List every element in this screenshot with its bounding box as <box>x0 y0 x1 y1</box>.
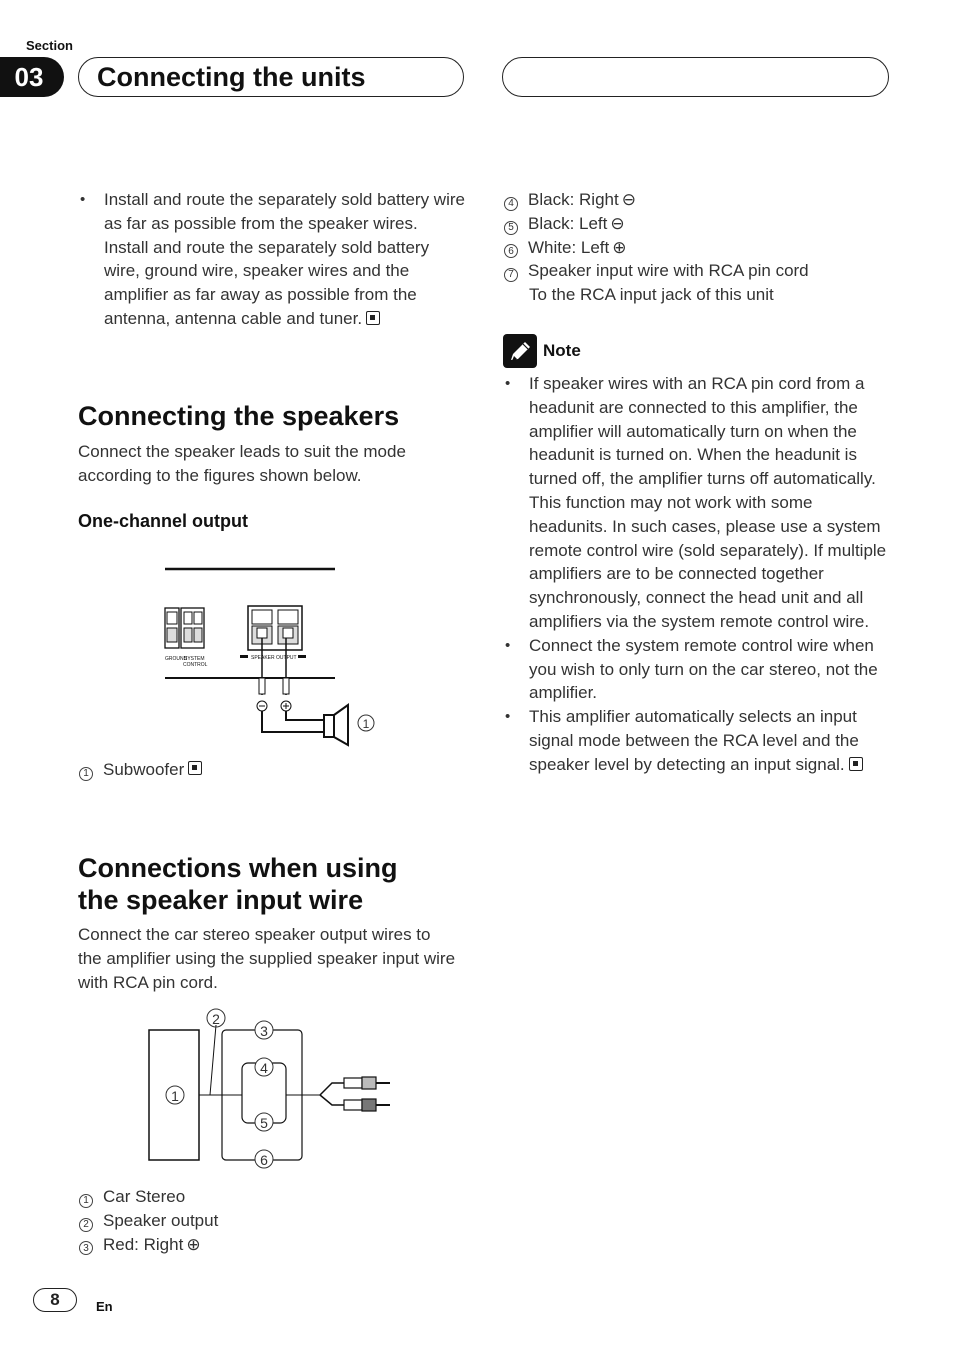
ground-terminal-icon <box>165 608 179 648</box>
figure2-callout-1: 1 <box>171 1088 179 1104</box>
caption-number: 6 <box>504 244 518 258</box>
note-item-text: This amplifier automatically selects an input signal mode between the RCA level and the speaker level by detecting an input signal. <box>529 707 859 774</box>
speaker-input-body: Connect the car stereo speaker output wires to the amplifier using the supplied speaker input wire with RCA pin cord. <box>78 925 456 992</box>
right-captions <box>503 188 893 307</box>
intro-bullet-block <box>78 188 466 331</box>
subwoofer-icon <box>324 705 348 745</box>
caption-black-right <box>503 188 893 212</box>
end-mark-icon <box>366 311 380 325</box>
note-header <box>503 334 581 368</box>
speaker-output-terminal-icon <box>248 606 302 650</box>
caption-text: Black: Right <box>528 190 619 209</box>
heading-line-1: Connections when using <box>78 853 398 883</box>
note-label: Note <box>543 341 581 360</box>
caption-text: Speaker output <box>103 1210 219 1230</box>
caption-number: 5 <box>504 221 518 235</box>
heading-connecting-speakers: Connecting the speakers <box>78 401 400 431</box>
label-control: CONTROL <box>183 662 208 668</box>
caption-black-left <box>503 212 893 236</box>
plus-icon: ⊕ <box>186 1234 201 1254</box>
note-item-text: Connect the system remote control wire when you wish to only turn on the car stereo, not the amplifier. <box>529 635 878 703</box>
minus-icon: ⊖ <box>621 190 636 209</box>
header-blank-pill <box>502 57 889 97</box>
caption-white-left <box>503 236 893 260</box>
caption-number: 4 <box>504 197 518 211</box>
end-mark-icon <box>188 761 202 775</box>
caption-number: 2 <box>79 1218 93 1232</box>
rca-plug-icon <box>320 1077 390 1111</box>
heading-line-2: the speaker input wire <box>78 885 364 915</box>
label-system: SYSTEM <box>184 656 205 662</box>
figure2-callout-6: 6 <box>260 1152 268 1168</box>
caption-subwoofer <box>78 758 202 782</box>
note-item <box>503 372 895 634</box>
figure2-callout-2: 2 <box>212 1011 220 1027</box>
caption-speaker-output <box>78 1209 218 1233</box>
caption-car-stereo <box>78 1185 218 1209</box>
figure2-callout-4: 4 <box>260 1060 268 1076</box>
caption-continuation: To the RCA input jack of this unit <box>529 285 774 305</box>
plus-icon: ⊕ <box>612 237 627 257</box>
caption-text: Car Stereo <box>103 1187 186 1206</box>
intro-bullet-text: Install and route the separately sold battery wire as far as possible from the speaker wires. Install and route the separately sold battery wire, ground wire, speaker wires and the amplifier as far away as possible from the antenna, antenna cable and tuner. <box>104 190 465 328</box>
pencil-icon <box>503 334 537 368</box>
label-ground: GROUND <box>165 656 188 662</box>
caption-number: 1 <box>79 1194 93 1208</box>
caption-text: Black: Left <box>528 213 608 233</box>
caption-number: 3 <box>79 1241 93 1255</box>
heading-speaker-input-wire <box>78 852 398 916</box>
label-speaker-output: SPEAKER OUTPUT <box>251 655 297 661</box>
caption-text: Red: Right <box>103 1234 184 1254</box>
system-control-terminal-icon <box>181 608 204 648</box>
intro-bullet <box>78 188 466 331</box>
section-label: Section <box>26 38 73 53</box>
caption-number: 1 <box>79 767 93 781</box>
note-item <box>503 634 895 705</box>
figure2-callout-5: 5 <box>260 1115 268 1131</box>
speaker-input-captions <box>78 1185 218 1256</box>
page-number: 8 <box>33 1288 77 1312</box>
note-item <box>503 705 895 776</box>
note-list <box>503 372 895 777</box>
speakers-captions <box>78 758 202 782</box>
speakers-body: Connect the speaker leads to suit the mode according to the figures shown below. <box>78 442 406 485</box>
minus-icon: ⊖ <box>610 213 625 233</box>
caption-text: Subwoofer <box>103 760 185 779</box>
caption-number: 7 <box>504 268 518 282</box>
figure2-callout-3: 3 <box>260 1023 268 1039</box>
caption-red-right <box>78 1233 218 1257</box>
caption-text: White: Left <box>528 237 610 257</box>
caption-speaker-input-wire <box>503 259 893 283</box>
caption-text: Speaker input wire with RCA pin cord <box>528 261 809 281</box>
figure1-callout-1: 1 <box>362 717 370 731</box>
section-title: Connecting the units <box>78 57 464 97</box>
speaker-input-diagram <box>140 1005 400 1175</box>
section-number-badge: 03 <box>0 57 64 97</box>
end-mark-icon <box>849 757 863 771</box>
subheading-one-channel: One-channel output <box>78 511 248 531</box>
one-channel-diagram <box>160 560 390 750</box>
note-item-text: If speaker wires with an RCA pin cord from a headunit are connected to this amplifier, the amplifier will automatically turn on when the headunit is turned on. When the headunit is turned off, the amplifier turns off automatically. This function may not work with some headunits. In such cases, please use a system remote control wire (sold separately). If multiple amplifiers are to be connected together synchronously, connect the head unit and all amplifiers via the system remote control wire. <box>529 374 887 631</box>
language-label: En <box>96 1299 113 1314</box>
